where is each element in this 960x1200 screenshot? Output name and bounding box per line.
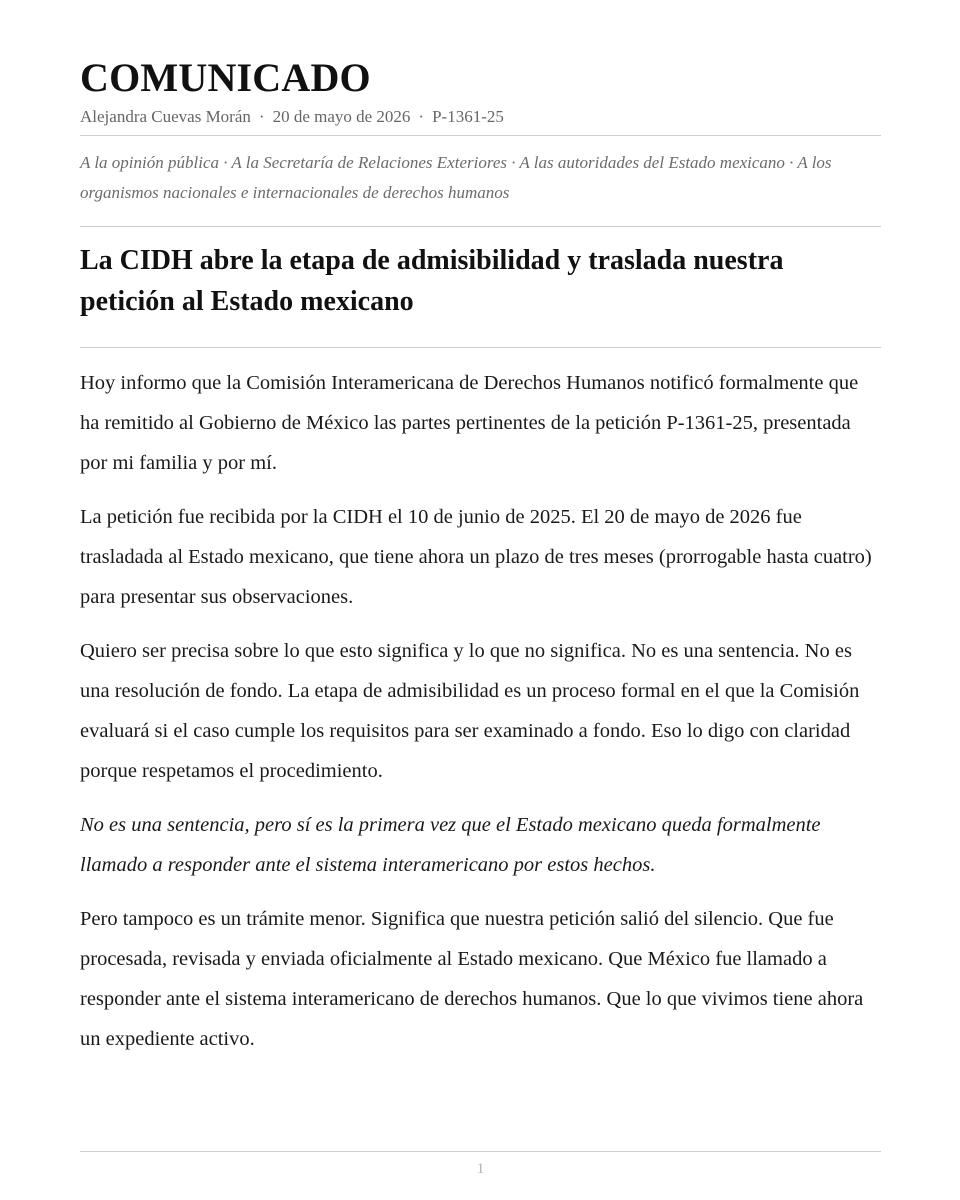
meta-separator: · <box>258 107 265 126</box>
recipients-line: A la opinión pública · A la Secretaría de Relaciones Exteriores · A las autoridades del Estado mexicano · A los organismos nacionales e internacionales de derechos humanos <box>80 153 832 202</box>
petition-reference: P-1361-25 <box>432 107 504 126</box>
divider <box>80 226 881 227</box>
footer-divider <box>80 1151 881 1152</box>
paragraph: La petición fue recibida por la CIDH el 10 de junio de 2025. El 20 de mayo de 2026 fue trasladada al Estado mexicano, que tiene ahora un plazo de tres meses (prorrogable hasta cuatro) para presentar sus observaciones. <box>80 506 872 608</box>
divider <box>80 135 881 136</box>
meta-separator: · <box>418 107 425 126</box>
paragraph: Quiero ser precisa sobre lo que esto significa y lo que no significa. No es una sentencia. No es una resolución de fondo. La etapa de admisibilidad es un proceso formal en el que la Comisión evaluará si el caso cumple los requisitos para ser examinado a fondo. Eso lo digo con claridad porque respetamos el procedimiento. <box>80 640 860 782</box>
body-text <box>80 363 881 1073</box>
publication-date: 20 de mayo de 2026 <box>272 107 411 126</box>
author-name: Alejandra Cuevas Morán <box>80 107 251 126</box>
document-title: COMUNICADO <box>80 55 371 100</box>
headline: La CIDH abre la etapa de admisibilidad y traslada nuestra petición al Estado mexicano <box>80 245 784 317</box>
emphasized-paragraph: No es una sentencia, pero sí es la primera vez que el Estado mexicano queda formalmente llamado a responder ante el sistema interamericano por estos hechos. <box>80 814 821 876</box>
paragraph: Hoy informo que la Comisión Interamericana de Derechos Humanos notificó formalmente que ha remitido al Gobierno de México las partes pertinentes de la petición P-1361-25, presentada por mi familia y por mí. <box>80 372 859 474</box>
divider <box>80 347 881 348</box>
document-meta <box>80 106 504 128</box>
paragraph: Pero tampoco es un trámite menor. Significa que nuestra petición salió del silencio. Que fue procesada, revisada y enviada oficialmente al Estado mexicano. Que México fue llamado a responder ante el sistema interamericano de derechos humanos. Que lo que vivimos tiene ahora un expediente activo. <box>80 908 864 1050</box>
page-number: 1 <box>476 1161 485 1177</box>
